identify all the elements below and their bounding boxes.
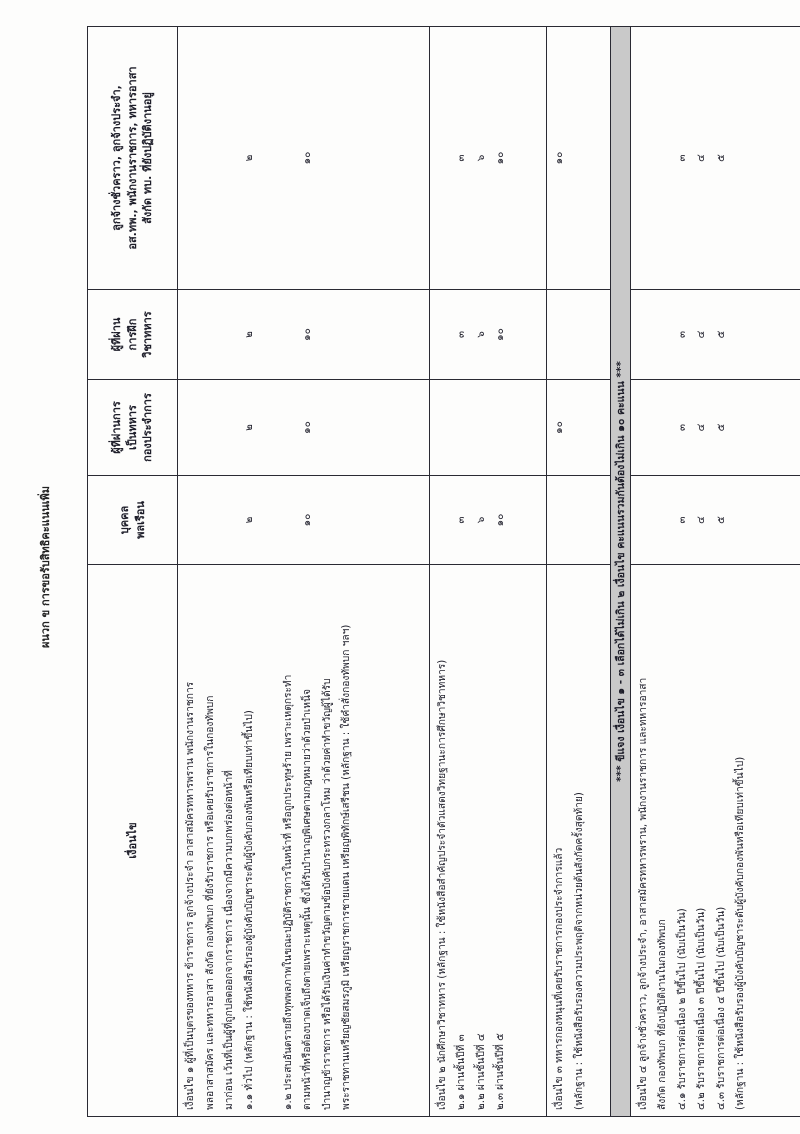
header-employees-line: สังกัด ทบ. ที่ยังปฏิบัติงานอยู่ (141, 92, 155, 224)
condition-cell (630, 565, 800, 1117)
score-cell (429, 27, 546, 290)
condition-line: พลอาสาสมัคร และทหารอาสา สังกัด กองทัพบก ที่ยังรับราชการ หรือเคยรับราชการในกองทัพบก (204, 695, 216, 1110)
table-row (630, 27, 800, 1117)
condition-line: (หลักฐาน : ใช้หนังสือรับรองความประพฤติจากหน่วยต้นสังกัดครั้งสุดท้าย) (573, 792, 585, 1110)
score-value: ๔ (696, 516, 708, 524)
score-value: ๓ (676, 424, 688, 431)
score-cell (178, 290, 430, 380)
score-value: ๑๐ (495, 513, 507, 527)
header-employees-line: อส.ทพ., พนักงานราชการ, ทหารอาสา (125, 66, 139, 250)
header-condition: เงื่อนไข (88, 565, 178, 1117)
score-value: ๑๐ (495, 151, 507, 165)
score-value: ๔ (696, 423, 708, 432)
condition-line: (หลักฐาน : ใช้หนังสือรับรองผู้บังคับบัญชาระดับผู้บังคับกองพันหรือเทียบเท่าขึ้นไป) (735, 756, 747, 1110)
score-value: ๕ (715, 516, 727, 524)
separator-cell (610, 27, 630, 1117)
score-cell (429, 476, 546, 565)
score-value: ๑๐ (302, 421, 313, 434)
condition-line: พระราชทานเหรียญชัยสมรภูมิ เหรียญราชการชายแดน เหรียญพิทักษ์เสรีชน (หลักฐาน : ใช้คำสั่งกองทัพบก ฯลฯ) (341, 624, 352, 1110)
condition-line: ๔.๒ รับราชการต่อเนื่อง ๓ ปีขึ้นไป (นับเป็นวัน) (696, 907, 708, 1110)
score-value: ๕ (715, 330, 727, 339)
score-value: ๒ (243, 424, 255, 431)
condition-line: เงื่อนไข ๑ ผู้ที่เป็นบุตรของทหาร ข้าราชการ ลูกจ้างประจำ อาสาสมัครทหารพราน พนักงานราชการ (185, 681, 196, 1110)
rotated-table-wrapper (87, 27, 800, 1117)
score-value: ๔ (696, 154, 708, 162)
separator-note: *** ขีแจง เงื่อนไข ๑ - ๓ เลือกได้ไม่เกิน ๒ เงื่อนไข คะแนนรวมกันต้องไม่เกิน ๑๐ คะแนน *** (614, 361, 627, 782)
score-value: ๓ (456, 154, 468, 162)
condition-line: ๑.๒ ประสบอันตรายถึงทุพพลภาพในขณะปฏิบัติราชการในหน้าที่ หรือถูกประทุษร้าย เพราะเหตุกระทำ (282, 674, 294, 1110)
condition-line: บำนาญข้าราชการ หรือได้รับเงินค่าทำขวัญตามข้อบังคับกระทรวงกลาโหม ว่าด้วยค่าทำขวัญผู้ได้รับ (321, 678, 333, 1110)
header-employees (88, 27, 178, 290)
condition-line: ๑.๑ ทั่วไป (หลักฐาน : ใช้หนังสือรับรองผู้บังคับบัญชาระดับผู้บังคับกองพันหรือเทียบเท่าขึ้นไป) (243, 710, 255, 1110)
score-value: ๑๐ (302, 513, 313, 527)
score-cell (630, 380, 800, 476)
header-conscript (88, 380, 178, 476)
table-row (429, 27, 546, 1117)
header-conscript-line: กองประจำการ (141, 393, 155, 462)
header-civilian-line: พลเรือน (133, 501, 147, 539)
score-value: ๑๐ (554, 151, 566, 165)
score-value: ๕ (715, 423, 727, 432)
score-value: ๓ (456, 331, 468, 338)
score-cell (547, 476, 611, 565)
page-title: ผนวก ข การขอรับสิทธิคะแนนเพิ่ม (39, 485, 52, 649)
condition-line: ๔.๓ รับราชการต่อเนื่อง ๔ ปีขึ้นไป (นับเป็นวัน) (715, 906, 727, 1110)
header-employees-line: ลูกจ้างชั่วคราว, ลูกจ้างประจำ, (109, 85, 123, 231)
header-civilian-line: บุคคล (117, 505, 131, 535)
condition-line: สังกัด กองทัพบก ที่ยังปฏิบัติงานในกองทัพบก (657, 919, 669, 1110)
table-row (178, 27, 430, 1117)
header-military-line: วิชาทหาร (141, 311, 155, 358)
table-header-row (88, 27, 178, 1117)
score-cell (547, 27, 611, 290)
separator-row (610, 27, 630, 1117)
score-value: ๓ (456, 516, 468, 524)
score-value: ๒ (243, 516, 255, 524)
score-cell (547, 290, 611, 380)
condition-line: ๒.๑ ผ่านชั้นปีที่ ๓ (456, 1034, 468, 1110)
condition-line: เงื่อนไข ๓ ทหารกองหนุนที่เคยรับราชการกองประจำการแล้ว (554, 847, 566, 1110)
score-cell (547, 380, 611, 476)
score-cell (630, 290, 800, 380)
header-military-line: ผู้ที่ผ่าน (109, 317, 123, 352)
condition-cell (547, 565, 611, 1117)
score-value: ๖ (475, 154, 487, 162)
score-cell (630, 476, 800, 565)
condition-line: ๒.๒ ผ่านชั้นปีที่ ๔ (475, 1033, 487, 1110)
score-cell (429, 380, 546, 476)
score-cell (630, 27, 800, 290)
score-cell (178, 27, 430, 290)
condition-line: ๔.๑ รับราชการต่อเนื่อง ๒ ปีขึ้นไป (นับเป็นวัน) (676, 908, 688, 1110)
header-military-trained (88, 290, 178, 380)
condition-line: ตามหน้าที่หรือต้องบาดเจ็บถึงตายเพราะเหตุนั้น ซึ่งได้รับบำนาญพิเศษตามกฎหมายว่าด้วยบำเหน็จ (302, 689, 313, 1110)
score-value: ๒ (243, 154, 255, 162)
condition-line: มาก่อน เว้นที่เป็นผู้ที่ถูกปลดออกจากราชการ เนื่องจากมีความบกพร่องต่อหน้าที่ (224, 770, 235, 1110)
header-military-line: การฝึก (125, 318, 139, 351)
score-value: ๕ (715, 154, 727, 162)
condition-cell (178, 565, 430, 1117)
score-value: ๓ (676, 331, 688, 338)
table-row (547, 27, 611, 1117)
score-cell (178, 380, 430, 476)
score-cell (178, 476, 430, 565)
condition-line: เงื่อนไข ๔ ลูกจ้างชั่วคราว, ลูกจ้างประจำ, อาสาสมัครทหารพราน, พนักงานราชการ และทหารอาสา (637, 677, 649, 1110)
score-value: ๑๐ (495, 328, 507, 341)
score-value: ๔ (696, 330, 708, 339)
score-value: ๖ (475, 331, 487, 338)
header-conscript-line: ผู้ที่ผ่านการ (109, 401, 123, 454)
score-value: ๑๐ (302, 151, 313, 165)
score-value: ๒ (243, 331, 255, 338)
condition-cell (429, 565, 546, 1117)
score-value: ๓ (676, 154, 688, 162)
score-cell (429, 290, 546, 380)
header-civilian (88, 476, 178, 565)
score-value: ๖ (475, 516, 487, 524)
condition-line: เงื่อนไข ๒ นักศึกษาวิชาทหาร (หลักฐาน : ใช้หนังสือสำคัญประจำตัวแสดงวิทยฐานะการศึกษาวิชาทหาร) (436, 659, 448, 1110)
score-value: ๓ (676, 516, 688, 524)
score-value: ๑๐ (302, 328, 313, 341)
score-table (87, 26, 800, 1117)
condition-line: ๒.๓ ผ่านชั้นปีที่ ๕ (495, 1033, 507, 1110)
score-value: ๑๐ (554, 421, 566, 434)
header-conscript-line: เป็นทหาร (125, 405, 139, 450)
